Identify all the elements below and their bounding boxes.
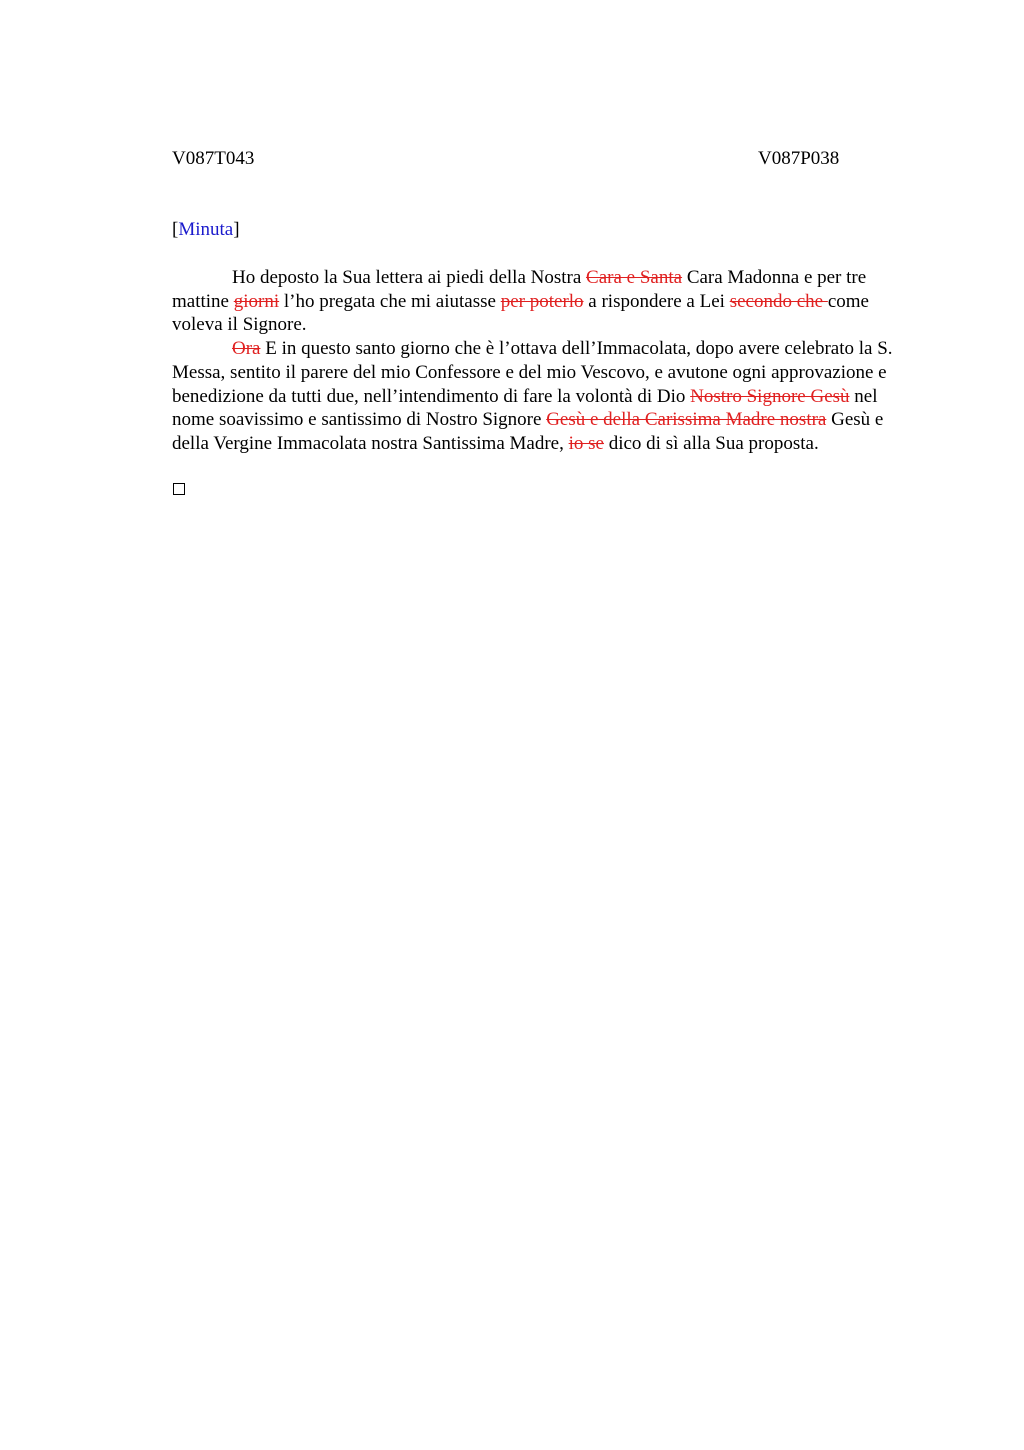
text-segment: nel nome soavissimo e santissimo di Nostro Signore	[172, 385, 878, 431]
document-code-right: V087P038	[758, 148, 840, 169]
letter-body	[172, 266, 924, 456]
paragraph-2	[172, 337, 924, 456]
deleted-segment: Gesù e della Carissima Madre nostra	[546, 409, 827, 431]
bracket-open: [	[172, 219, 179, 240]
text-segment: E in questo santo giorno che è l’ottava dell’Immacolata, dopo avere celebrato la S. Messa, sentito il parere del mio Confessore e del mio Vescovo, e avutone ogni approvazione e benedizione da tutti due, nell’intendimento di fare la volontà di Dio	[172, 338, 893, 407]
deleted-segment: per poterlo	[500, 290, 584, 312]
text-segment: a rispondere a Lei	[583, 290, 730, 312]
bracket-close: ]	[233, 219, 240, 240]
text-segment: dico di sì alla Sua proposta.	[603, 432, 819, 454]
deleted-segment: giorni	[233, 290, 280, 312]
draft-label-text: Minuta	[178, 219, 234, 240]
deleted-segment: secondo che	[729, 290, 828, 312]
deleted-segment: Nostro Signore Gesù	[690, 385, 850, 407]
text-segment: Cara Madonna e per tre mattine	[172, 267, 867, 312]
end-of-text-box-icon	[173, 483, 185, 495]
deleted-segment: io se	[568, 432, 604, 454]
draft-label	[172, 218, 240, 242]
document-code-left: V087T043	[172, 148, 255, 169]
document-page	[172, 0, 924, 1450]
deleted-segment: Cara e Santa	[586, 267, 683, 288]
text-segment: l’ho pregata che mi aiutasse	[279, 290, 501, 312]
deleted-segment: Ora	[232, 338, 261, 360]
text-segment: Gesù e della Vergine Immacolata nostra Santissima Madre,	[172, 409, 884, 454]
paragraph-1	[172, 266, 924, 337]
text-segment: come voleva il Signore.	[172, 290, 869, 336]
text-segment: Ho deposto la Sua lettera ai piedi della Nostra	[232, 267, 587, 288]
